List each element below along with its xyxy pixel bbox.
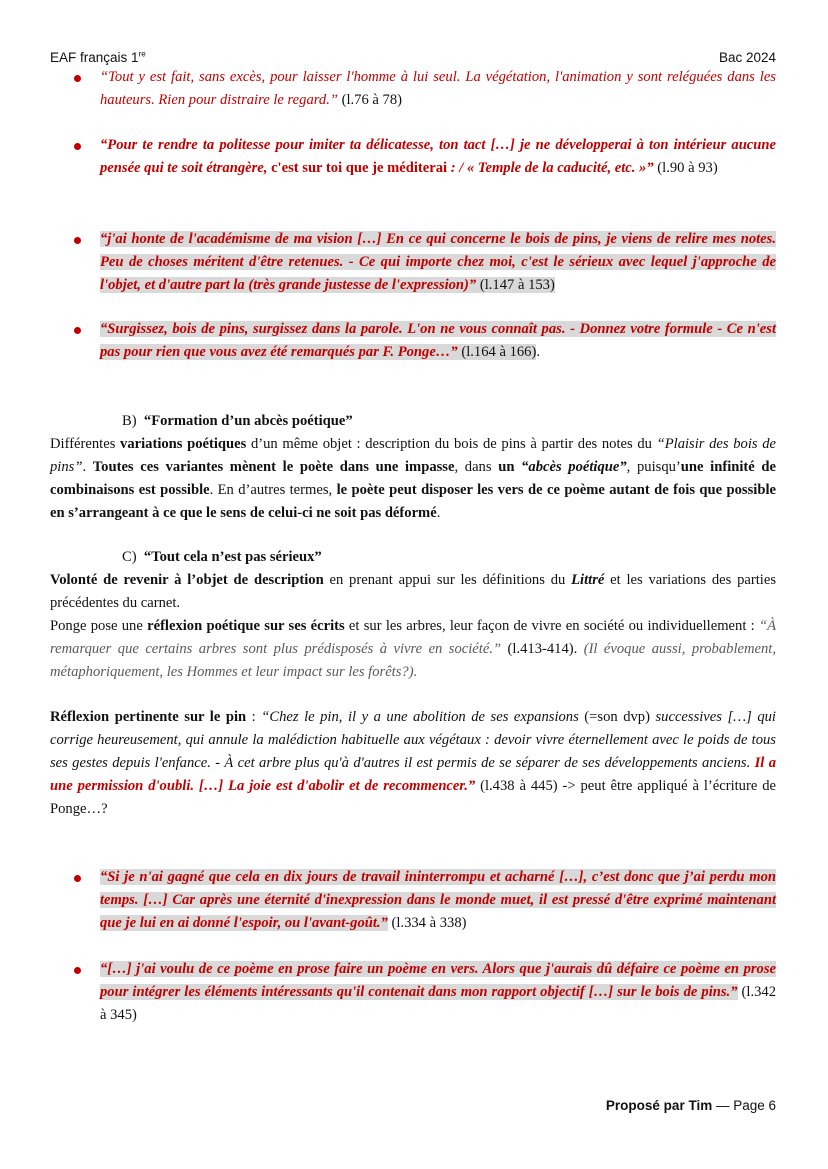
section-c-title: C) “Tout cela n’est pas sérieux”	[122, 549, 322, 565]
page-footer: Proposé par Tim — Page 6	[605, 1098, 776, 1113]
quote-item: “Si je n'ai gagné que cela en dix jours de travail ininterrompu et acharné […], c’est donc que j’ai perdu mon temps. […] Car après une éternité d'inexpression dans le monde muet, il est pressé d'être exprimé maintenant que je lui en ai donné l'espoir, ou l'avant-goût.” (l.334 à 338)	[50, 866, 776, 935]
section-c-para-1: Volonté de revenir à l’objet de description en prenant appui sur les définitions du Littré et les variations des parties précédentes du carnet.	[50, 572, 776, 611]
section-b-title: B) “Formation d’un abcès poétique”	[122, 413, 353, 429]
header-exam: Bac 2024	[718, 50, 776, 65]
quote-item: “Pour te rendre ta politesse pour imiter ta délicatesse, ton tact […] je ne développerai à ton intérieur aucune pensée qui te soit étrangère, c'est sur toi que je méditerai : / « Temple de la caducité, etc. »” (l.90 à 93)	[50, 134, 776, 180]
section-c-para-3: Réflexion pertinente sur le pin : “Chez le pin, il y a une abolition de ses expansions (=son dvp) successives […] qui corrige heureusement, qui annule la malédiction habituelle aux végétaux : devoir vivre éternellement avec le poids de tous ses gestes depuis l'enfance. - À cet arbre plus qu'à d'autres il est permis de se séparer de ses développements anciens. Il a une permission d'oubli. […] La joie est d'abolir et de recommencer.” (l.438 à 445) -> peut être appliqué à l’écriture de Ponge…?	[50, 709, 776, 817]
bullet-icon	[74, 327, 81, 334]
bullet-icon	[74, 143, 81, 150]
section-c	[50, 546, 776, 684]
bullet-icon	[74, 75, 81, 82]
header-course: EAF français 1re	[50, 49, 146, 65]
section-c-para-2: Ponge pose une réflexion poétique sur ses écrits et sur les arbres, leur façon de vivre en société ou individuellement : “À remarquer que certains arbres sont plus prédisposés à vivre en société.” (l.413-414). (Il évoque aussi, probablement, métaphoriquement, les Hommes et leur impact sur les forêts?).	[50, 618, 776, 680]
quote-item: “j'ai honte de l'académisme de ma vision […] En ce qui concerne le bois de pins, je viens de relire mes notes. Peu de choses méritent d'être retenues. - Ce qui importe chez moi, c'est le sérieux avec lequel j'approche de l'objet, et d'autre part la (très grande justesse de l'expression)” (l.147 à 153)	[50, 228, 776, 297]
quote-item: “Surgissez, bois de pins, surgissez dans la parole. L'on ne vous connaît pas. - Donnez votre formule - Ce n'est pas pour rien que vous avez été remarqués par F. Ponge…” (l.164 à 166).	[50, 318, 776, 364]
section-b-body: Différentes variations poétiques d’un même objet : description du bois de pins à partir des notes du “Plaisir des bois de pins”. Toutes ces variantes mènent le poète dans une impasse, dans un “abcès poétique”, puisqu’une infinité de combinaisons est possible. En d’autres termes, le poète peut disposer les vers de ce poème autant de fois que possible en s’arrangeant à ce que le sens de celui-ci ne soit pas déformé.	[50, 436, 777, 521]
section-b	[50, 410, 776, 525]
bullet-icon	[74, 967, 81, 974]
quote-item: “Tout y est fait, sans excès, pour laisser l'homme à lui seul. La végétation, l'animation y sont reléguées dans les hauteurs. Rien pour distraire le regard.” (l.76 à 78)	[50, 66, 776, 112]
quote-item: “[…] j'ai voulu de ce poème en prose faire un poème en vers. Alors que j'aurais dû défaire ce poème en prose pour intégrer les éléments intéressants qu'il contenait dans mon rapport objectif […] sur le bois de pins.” (l.342 à 345)	[50, 958, 776, 1027]
bullet-icon	[74, 237, 81, 244]
bullet-icon	[74, 875, 81, 882]
